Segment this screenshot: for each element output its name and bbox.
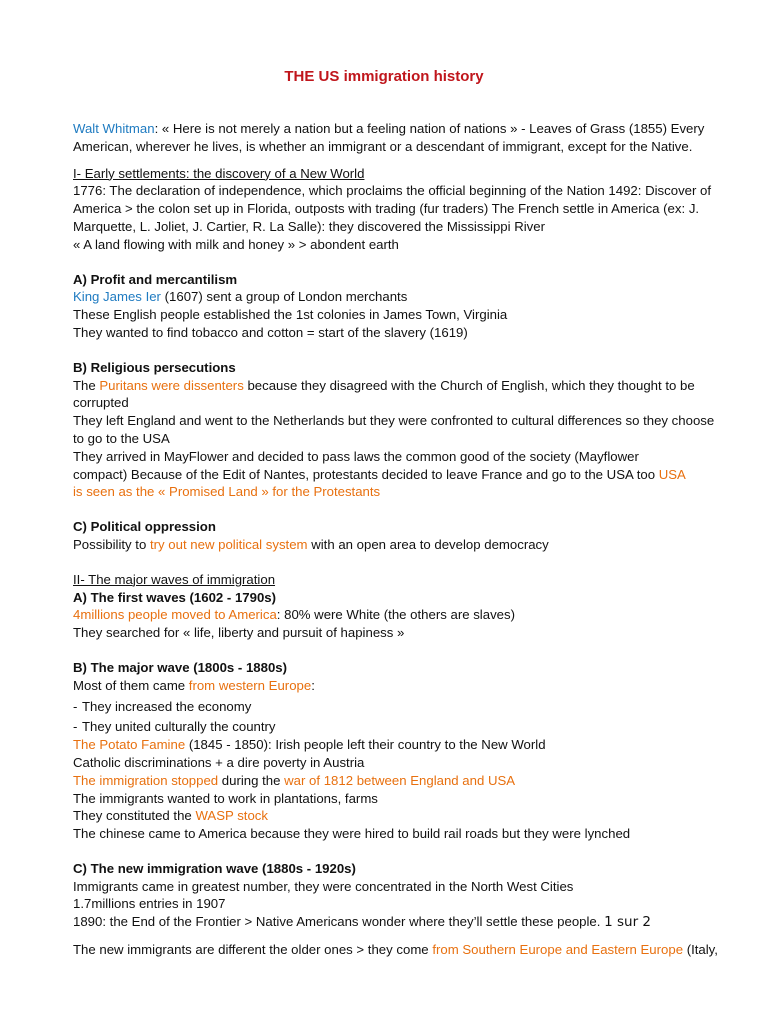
subsection-heading: B) Religious persecutions — [73, 359, 236, 375]
bullet-item: - They united culturally the country — [73, 718, 713, 736]
text-line: 1890: the End of the Frontier > Native Americans wonder where they’ll settle these people. 1 sur 2 — [73, 914, 652, 931]
text-line: 1776: The declaration of independence, which proclaims the official beginning of the Nation 1492: Discover of — [73, 183, 712, 199]
section-heading: I- Early settlements: the discovery of a New World — [73, 165, 365, 181]
text-line: Catholic discriminations + a dire poverty in Austria — [73, 754, 365, 770]
text-line: 1.7millions entries in 1907 — [73, 896, 226, 912]
text-line: to go to the USA — [73, 430, 170, 446]
highlight-text: from western Europe — [188, 677, 312, 693]
highlight-text: The Potato Famine — [73, 737, 186, 753]
text-line: compact) Because of the Edit of Nantes, protestants decided to leave France and go to the USA too USA — [73, 466, 686, 482]
text-line: The Potato Famine (1845 - 1850): Irish people left their country to the New World — [73, 737, 546, 753]
subsection-heading: A) Profit and mercantilism — [73, 271, 238, 287]
text-line: Immigrants came in greatest number, they were concentrated in the North West Cities — [73, 878, 574, 894]
text-line: The chinese came to America because they were hired to build rail roads but they were lynched — [73, 826, 631, 842]
highlight-text: war of 1812 between England and USA — [284, 772, 516, 788]
highlight-text: from Southern Europe and Eastern Europe — [432, 942, 684, 958]
text-line: They searched for « life, liberty and pursuit of hapiness » — [73, 625, 405, 641]
text-line: corrupted — [73, 395, 129, 411]
highlight-text: The immigration stopped — [73, 772, 219, 788]
text-line: Most of them came from western Europe: — [73, 677, 315, 693]
page-title: THE US immigration history — [284, 68, 484, 85]
text-line: Marquette, L. Joliet, J. Cartier, R. La Salle): they discovered the Mississippi River — [73, 218, 546, 234]
text-line: Possibility to try out new political system with an open area to develop democracy — [73, 536, 549, 552]
subsection-heading: C) Political oppression — [73, 519, 216, 535]
text-line: They wanted to find tobacco and cotton = start of the slavery (1619) — [73, 324, 468, 340]
text-line: The Puritans were dissenters because they disagreed with the Church of English, which they thought to be — [73, 377, 695, 393]
bullet-item: - They increased the economy — [73, 698, 713, 716]
text-line: They left England and went to the Netherlands but they were confronted to cultural differences so they choose — [73, 413, 715, 429]
king-name: King James Ier — [73, 289, 161, 305]
intro-line: American, wherever he lives, is whether an immigrant or a descendant of immigrant, except for the Native. — [73, 138, 693, 154]
text-line: They constituted the WASP stock — [73, 808, 268, 824]
highlight-text: USA — [658, 466, 686, 482]
highlight-text: is seen as the « Promised Land » for the Protestants — [73, 484, 381, 500]
text-line: The immigrants wanted to work in plantations, farms — [73, 790, 378, 806]
text-line: They arrived in MayFlower and decided to pass laws the common good of the society (Mayflower — [73, 448, 639, 464]
text-line: King James Ier (1607) sent a group of London merchants — [73, 289, 408, 305]
document-body — [73, 120, 718, 959]
text-line: 4millions people moved to America: 80% were White (the others are slaves) — [73, 607, 515, 623]
subsection-heading: B) The major wave (1800s - 1880s) — [73, 659, 288, 675]
subsection-heading: C) The new immigration wave (1880s - 1920s) — [73, 860, 356, 876]
subsection-heading: A) The first waves (1602 - 1790s) — [73, 589, 277, 605]
intro-line: Walt Whitman: « Here is not merely a nation but a feeling nation of nations » - Leaves of Grass (1855) Every — [73, 121, 705, 136]
highlight-text: 4millions people moved to America — [73, 607, 277, 623]
author-name: Walt Whitman — [73, 121, 155, 136]
text-line: These English people established the 1st colonies in James Town, Virginia — [73, 307, 508, 323]
highlight-text: try out new political system — [149, 536, 308, 552]
highlight-text: Puritans were dissenters — [99, 377, 244, 393]
text-line: America > the colon set up in Florida, outposts with trading (fur traders) The French settle in America (ex: J. — [73, 201, 700, 217]
page-number: 1 sur 2 — [604, 914, 652, 931]
section-heading: II- The major waves of immigration — [73, 571, 276, 587]
text-line: « A land flowing with milk and honey » > abondent earth — [73, 236, 399, 252]
text-line: The immigration stopped during the war of 1812 between England and USA — [73, 772, 516, 788]
highlight-text: WASP stock — [195, 808, 268, 824]
text-line: The new immigrants are different the older ones > they come from Southern Europe and Eastern Europe (Italy, — [73, 942, 718, 958]
